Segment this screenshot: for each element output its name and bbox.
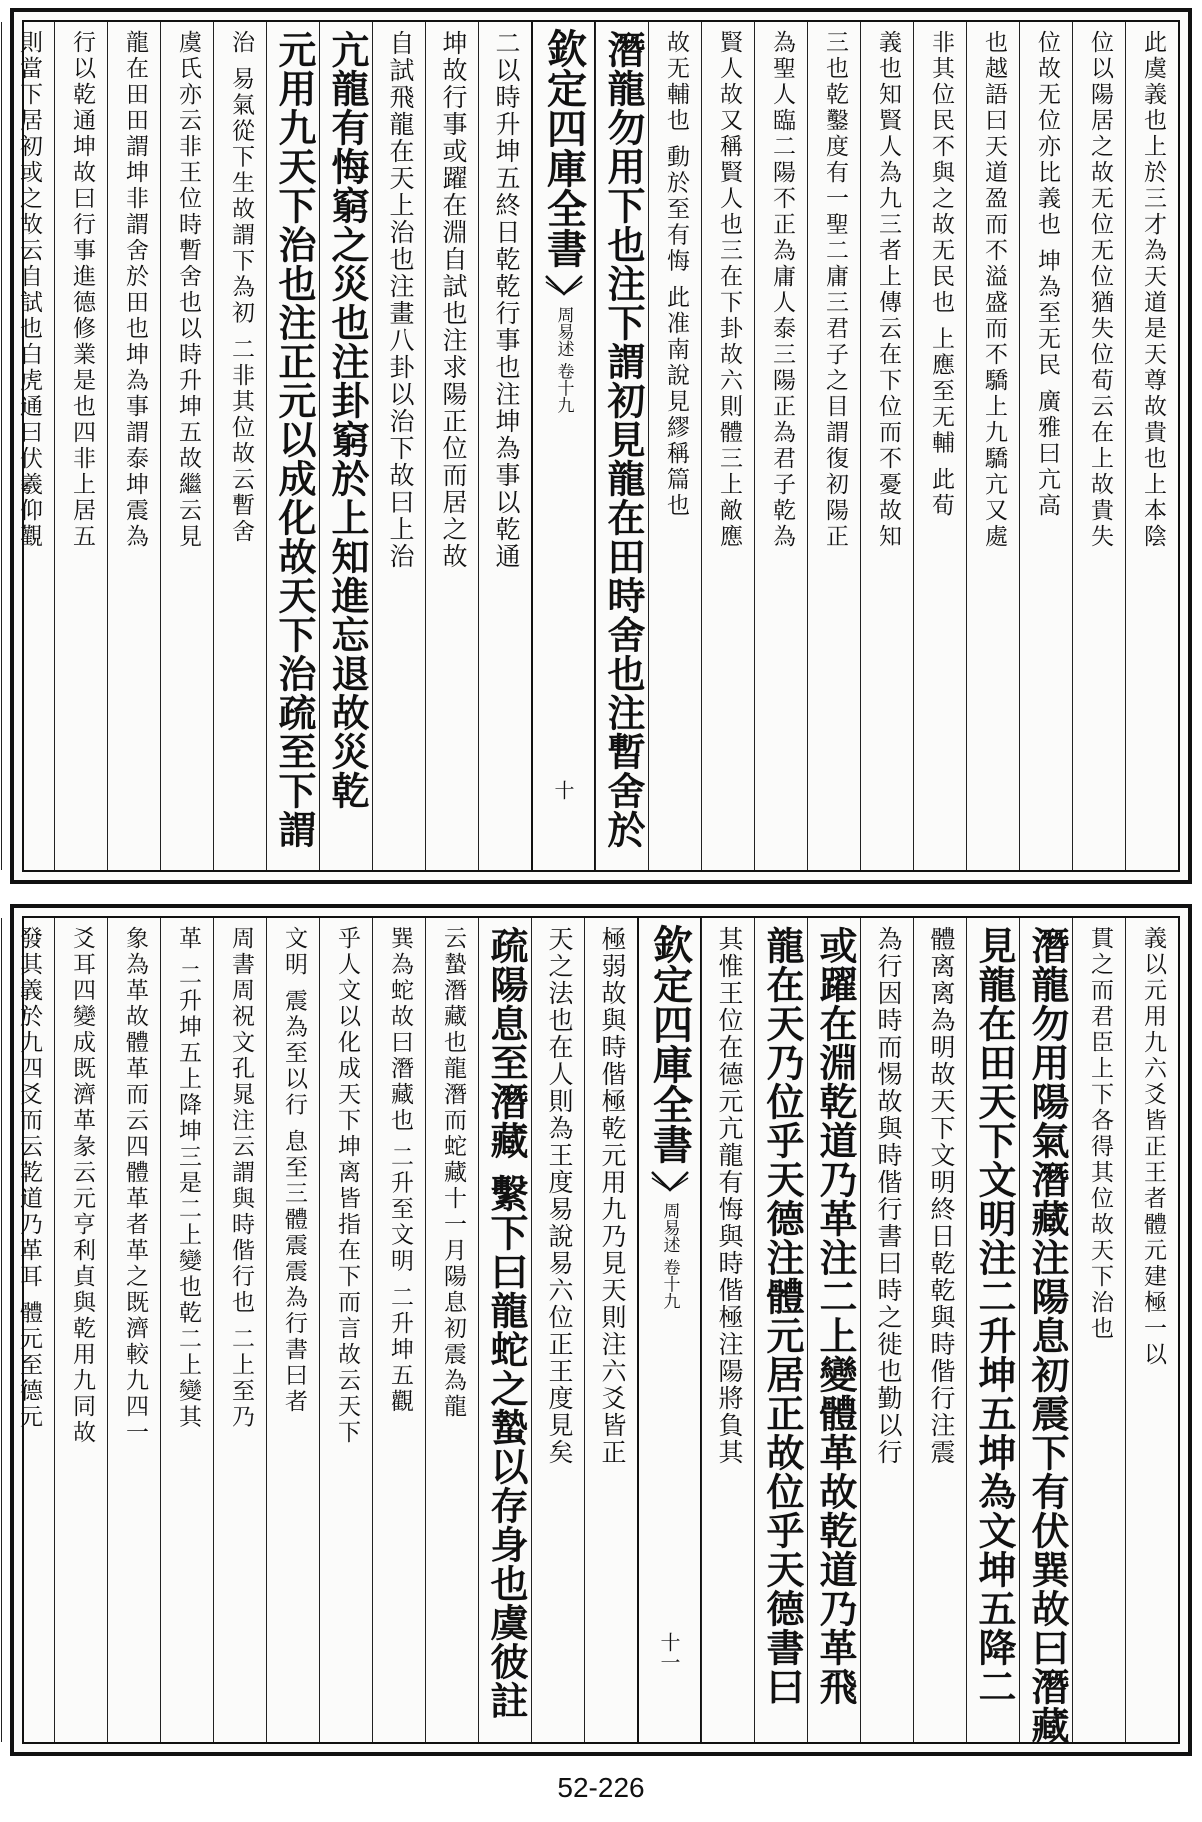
top-page bbox=[10, 8, 1192, 884]
text-column: 則當下居初或之故云自試也白虎通曰伏羲仰觀 bbox=[1, 22, 54, 870]
text-column: 坤故行事或躍在淵自試也注求陽正位而居之故 bbox=[425, 22, 478, 870]
text-column: 見龍在田天下文明注二升坤五坤為文坤五降二 bbox=[966, 918, 1019, 1742]
text-column: 虞氏亦云非王位時暫舍也以時升坤五故繼云見 bbox=[160, 22, 213, 870]
bottom-page bbox=[10, 904, 1192, 1756]
text-column: 龍在天乃位乎天德注體元居正故位乎天德書曰 bbox=[754, 918, 807, 1742]
text-column: 自試飛龍在天上治也注畫八卦以治下故曰上治 bbox=[372, 22, 425, 870]
text-column: 此虞義也上於三才為天道是天尊故貴也上本陰 bbox=[1125, 22, 1178, 870]
center-title: 欽定四庫全書 bbox=[540, 28, 588, 268]
text-column: 或躍在淵乾道乃革注二上變體革故乾道乃革飛 bbox=[807, 918, 860, 1742]
text-column: 象為革故體革而云四體革者革之既濟較九四一 bbox=[107, 918, 160, 1742]
page-number: 52-226 bbox=[557, 1772, 645, 1803]
text-column: 文明 震為至以行 息至三體震震為行書曰者 bbox=[266, 918, 319, 1742]
bottom-center-column bbox=[637, 918, 701, 1742]
folio-number: 十一 bbox=[657, 1632, 681, 1672]
text-column: 潛龍勿用下也注下謂初見龍在田時舍也注暫舍於 bbox=[595, 22, 648, 870]
text-column: 疏陽息至潛藏 繫下曰龍蛇之蟄以存身也虞彼註 bbox=[478, 918, 531, 1742]
text-column: 巽為蛇故曰潛藏也 二升至文明 二升坤五觀 bbox=[372, 918, 425, 1742]
top-columns bbox=[16, 22, 1178, 870]
text-column: 極弱故與時偕極乾元用九乃見天則注六爻皆正 bbox=[584, 918, 637, 1742]
volume-label: 周易述 卷十九 bbox=[659, 1202, 680, 1310]
top-page-frame bbox=[16, 20, 1180, 872]
text-column: 賢人故又稱賢人也三在下卦故六則體三上敵應 bbox=[701, 22, 754, 870]
text-column: 爻耳四變成既濟革彖云元亨利貞與乾用九同故 bbox=[54, 918, 107, 1742]
volume-label: 周易述 卷十九 bbox=[553, 306, 574, 414]
text-column: 也越語曰天道盈而不溢盛而不驕上九驕亢又處 bbox=[966, 22, 1019, 870]
text-column: 其惟王位在德元亢龍有悔與時偕極注陽將負其 bbox=[701, 918, 754, 1742]
text-column: 二以時升坤五終日乾乾行事也注坤為事以乾通 bbox=[478, 22, 531, 870]
text-column: 革 二升坤五上降坤三是二上變也乾二上變其 bbox=[160, 918, 213, 1742]
text-column: 潛龍勿用陽氣潛藏注陽息初震下有伏巽故曰潛藏 bbox=[1019, 918, 1072, 1742]
text-column: 元用九天下治也注正元以成化故天下治疏至下謂 bbox=[266, 22, 319, 870]
text-column: 為聖人臨二陽不正為庸人泰三陽正為君子乾為 bbox=[754, 22, 807, 870]
text-column: 發其義於九四爻而云乾道乃革耳 體元至德元 bbox=[1, 918, 54, 1742]
text-column: 行以乾通坤故曰行事進德修業是也四非上居五 bbox=[54, 22, 107, 870]
text-column: 體离离為明故天下文明終日乾乾與時偕行注震 bbox=[913, 918, 966, 1742]
text-column: 治 易氣從下生故謂下為初 二非其位故云暫舍 bbox=[213, 22, 266, 870]
text-column: 位以陽居之故无位无位猶失位荀云在上故貴失 bbox=[1072, 22, 1125, 870]
text-column: 為行因時而惕故與時偕行書曰時之徙也勤以行 bbox=[860, 918, 913, 1742]
text-column: 龍在田田謂坤非謂舍於田也坤為事謂泰坤震為 bbox=[107, 22, 160, 870]
fish-tail-icon bbox=[650, 1170, 690, 1192]
text-column: 云蟄潛藏也龍潛而蛇藏十一月陽息初震為龍 bbox=[425, 918, 478, 1742]
center-title: 欽定四庫全書 bbox=[646, 924, 694, 1164]
text-column: 非其位民不與之故无民也 上應至无輔 此荀 bbox=[913, 22, 966, 870]
folio-number: 十 bbox=[551, 780, 575, 800]
fish-tail-icon bbox=[544, 274, 584, 296]
text-column: 周書周祝文孔晁注云謂與時偕行也 二上至乃 bbox=[213, 918, 266, 1742]
text-column: 亢龍有悔窮之災也注卦窮於上知進忘退故災乾 bbox=[319, 22, 372, 870]
text-column: 三也乾鑿度有一聖二庸三君子之目謂復初陽正 bbox=[807, 22, 860, 870]
bottom-columns bbox=[16, 918, 1178, 1745]
bottom-page-frame bbox=[16, 916, 1180, 1745]
text-column: 故无輔也 動於至有悔 此准南說見繆稱篇也 bbox=[648, 22, 701, 870]
text-column: 義以元用九六爻皆正王者體元建極一以 bbox=[1125, 918, 1178, 1742]
top-center-column bbox=[531, 22, 595, 870]
text-column: 位故无位亦比義也 坤為至无民 廣雅曰亢高 bbox=[1019, 22, 1072, 870]
text-column: 義也知賢人為九三者上傳云在下位而不憂故知 bbox=[860, 22, 913, 870]
text-column: 貫之而君臣上下各得其位故天下治也 bbox=[1072, 918, 1125, 1742]
text-column: 乎人文以化成天下坤离皆指在下而言故云天下 bbox=[319, 918, 372, 1742]
text-column: 天之法也在人則為王度易說易六位正王度見矣 bbox=[531, 918, 584, 1742]
